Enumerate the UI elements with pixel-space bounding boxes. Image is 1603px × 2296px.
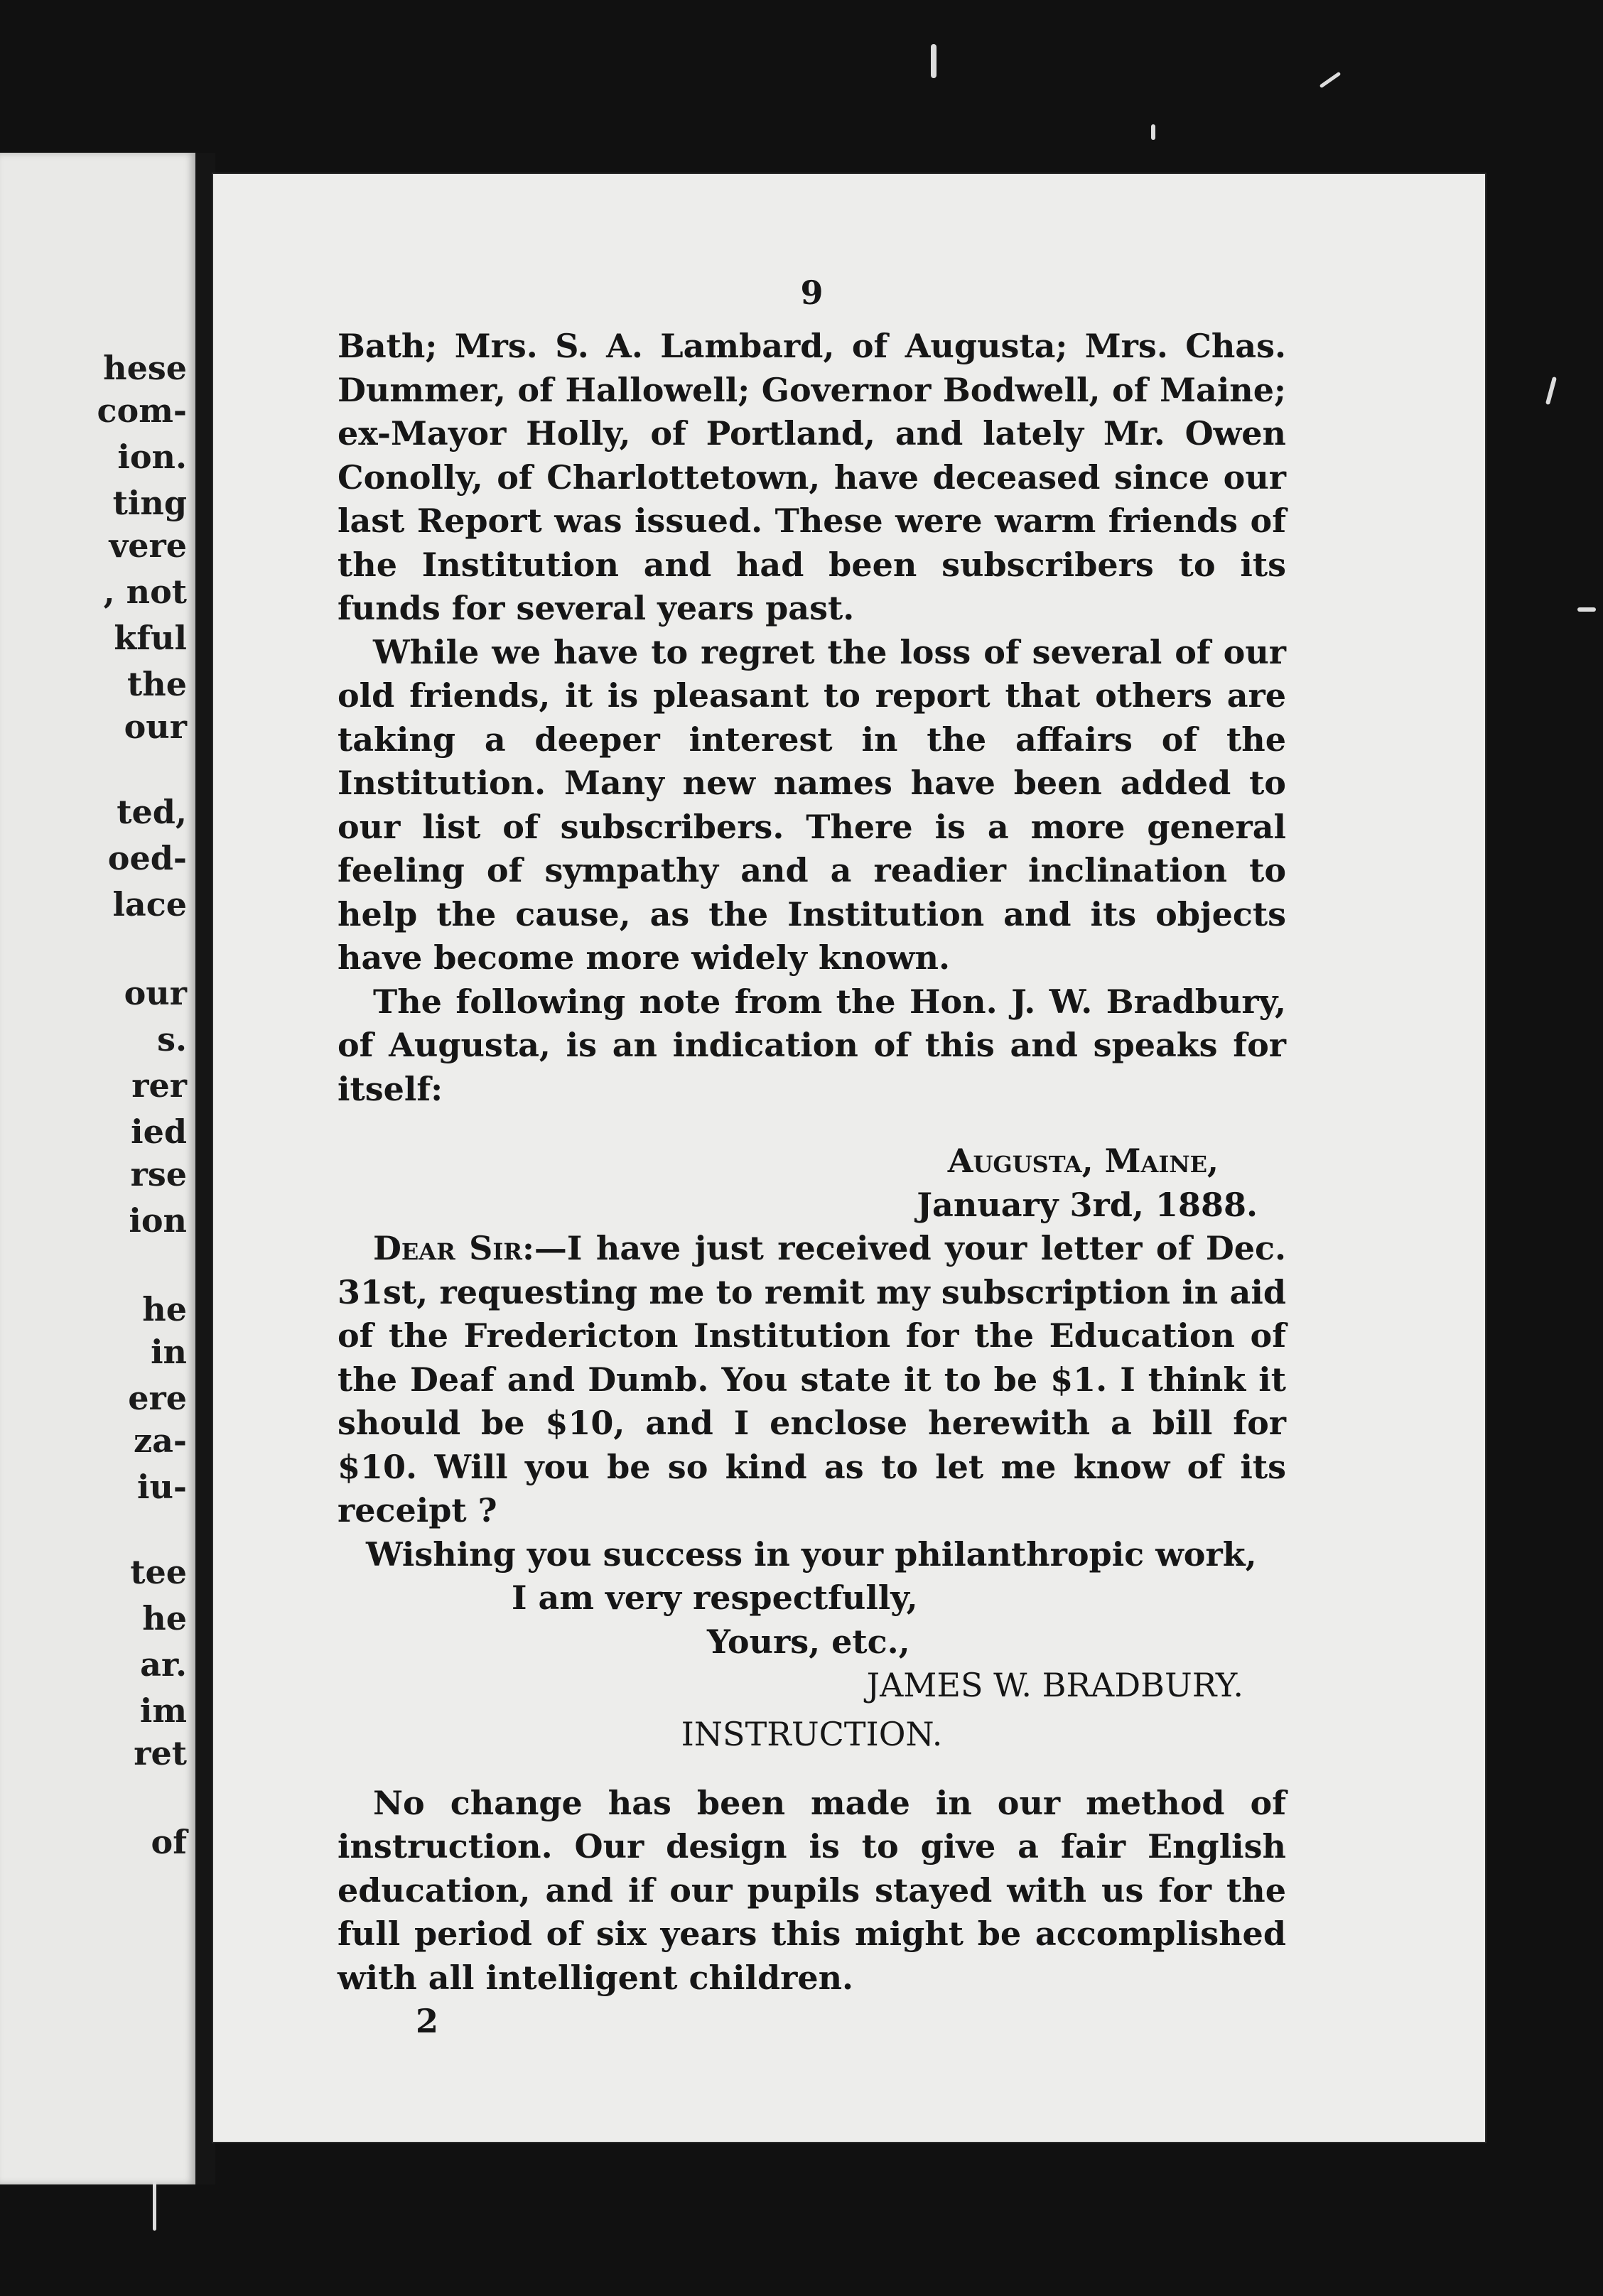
previous-page-text-fragment: the (127, 665, 187, 703)
previous-page-text-fragment: ion. (117, 438, 187, 476)
previous-page-text-fragment: our (124, 974, 187, 1012)
previous-page-text-fragment: lace (112, 885, 187, 924)
letter-closing-respectfully: I am very respectfully, (512, 1578, 918, 1617)
previous-page-text-fragment: ret (134, 1734, 187, 1772)
letter-closing-yours: Yours, etc., (707, 1622, 910, 1661)
previous-page-text-fragment: rer (131, 1066, 187, 1105)
letter-signature: JAMES W. BRADBURY. (866, 1666, 1243, 1704)
letter-closing-wishing: Wishing you success in your philanthropic work, (366, 1534, 1257, 1574)
previous-page-text-fragment: hese (103, 349, 187, 387)
previous-page-text-fragment: in (151, 1333, 187, 1371)
previous-page-text-fragment: ting (112, 484, 187, 522)
paragraph-instruction: No change has been made in our method of instruction. Our design is to give a fair English education, and if our pupils stayed with us for the full period of six years this might be accomplished with all intelligent children. (338, 1783, 1286, 1997)
previous-page-text-fragment: of (151, 1823, 187, 1861)
previous-page-text-fragment: ere (128, 1379, 187, 1417)
previous-page-text-fragment: our (124, 708, 187, 746)
previous-page-text-fragment: kful (114, 619, 187, 657)
previous-page-text-fragment: com- (97, 391, 187, 430)
page-gutter (195, 153, 215, 2184)
letter (338, 1139, 1286, 1708)
letter-place: Augusta, Maine, (947, 1142, 1219, 1180)
film-speck (1577, 607, 1596, 612)
previous-page-text-fragment: ied (131, 1112, 187, 1151)
previous-page-text-fragment: rse (130, 1155, 187, 1193)
previous-page-text-fragment: iu- (136, 1468, 187, 1506)
letter-salutation: Dear Sir (373, 1229, 522, 1267)
previous-page-text-fragment: za- (133, 1422, 187, 1460)
letter-body-text: :—I have just received your letter of Dec. 31st, requesting me to remit my subscription in aid of the Fredericton Institution for the Education of the Deaf and Dumb. You state it to be $1. I think it should be $10, and I enclose herewith a bill for $10. Will you be so kind as to let me know of its receipt ? (338, 1229, 1286, 1529)
previous-page-text-fragment: he (142, 1599, 187, 1637)
film-speck (1151, 124, 1155, 140)
film-speck (931, 44, 937, 78)
previous-page-text-fragment: he (142, 1290, 187, 1328)
previous-page-text-fragment: oed- (107, 839, 187, 877)
signature-mark: 2 (416, 2002, 439, 2040)
letter-body (338, 1227, 1286, 1533)
previous-page-fragment (0, 153, 195, 2184)
previous-page-text-fragment: s. (157, 1020, 187, 1058)
paragraph-new-subscribers: While we have to regret the loss of several of our old friends, it is pleasant to report that others are taking a deeper interest in the affairs of the Institution. Many new names have been added to our list of subscribers. There is a more general feeling of sympathy and a readier inclination to help the cause, as the Institution and its objects have become more widely known. (338, 632, 1286, 977)
letter-date: January 3rd, 1888. (917, 1185, 1258, 1224)
film-speck (1545, 377, 1557, 405)
previous-page-text-fragment: , not (103, 573, 187, 611)
paragraph-note-intro: The following note from the Hon. J. W. Bradbury, of Augusta, is an indication of this and speaks for itself: (338, 982, 1286, 1108)
film-speck (153, 2181, 156, 2231)
page-content (338, 274, 1286, 2044)
film-speck (1319, 72, 1342, 89)
section-heading-instruction: INSTRUCTION. (681, 1714, 943, 1753)
previous-page-text-fragment: ar. (140, 1645, 187, 1684)
document-page (213, 174, 1485, 2142)
previous-page-text-fragment: vere (109, 526, 187, 565)
previous-page-text-fragment: ion (129, 1201, 187, 1240)
previous-page-text-fragment: im (139, 1691, 187, 1730)
paragraph-deceased-friends: Bath; Mrs. S. A. Lambard, of Augusta; Mrs. Chas. Dummer, of Hallowell; Governor Bodwell, of Maine; ex-Mayor Holly, of Portland, and lately Mr. Owen Conolly, of Charlottetown, have deceased since our last Report was issued. These were warm friends of the Institution and had been subscribers to its funds for several years past. (338, 327, 1286, 627)
page-number: 9 (800, 274, 824, 312)
previous-page-text-fragment: ted, (117, 793, 187, 831)
previous-page-text-fragment: tee (130, 1553, 187, 1591)
